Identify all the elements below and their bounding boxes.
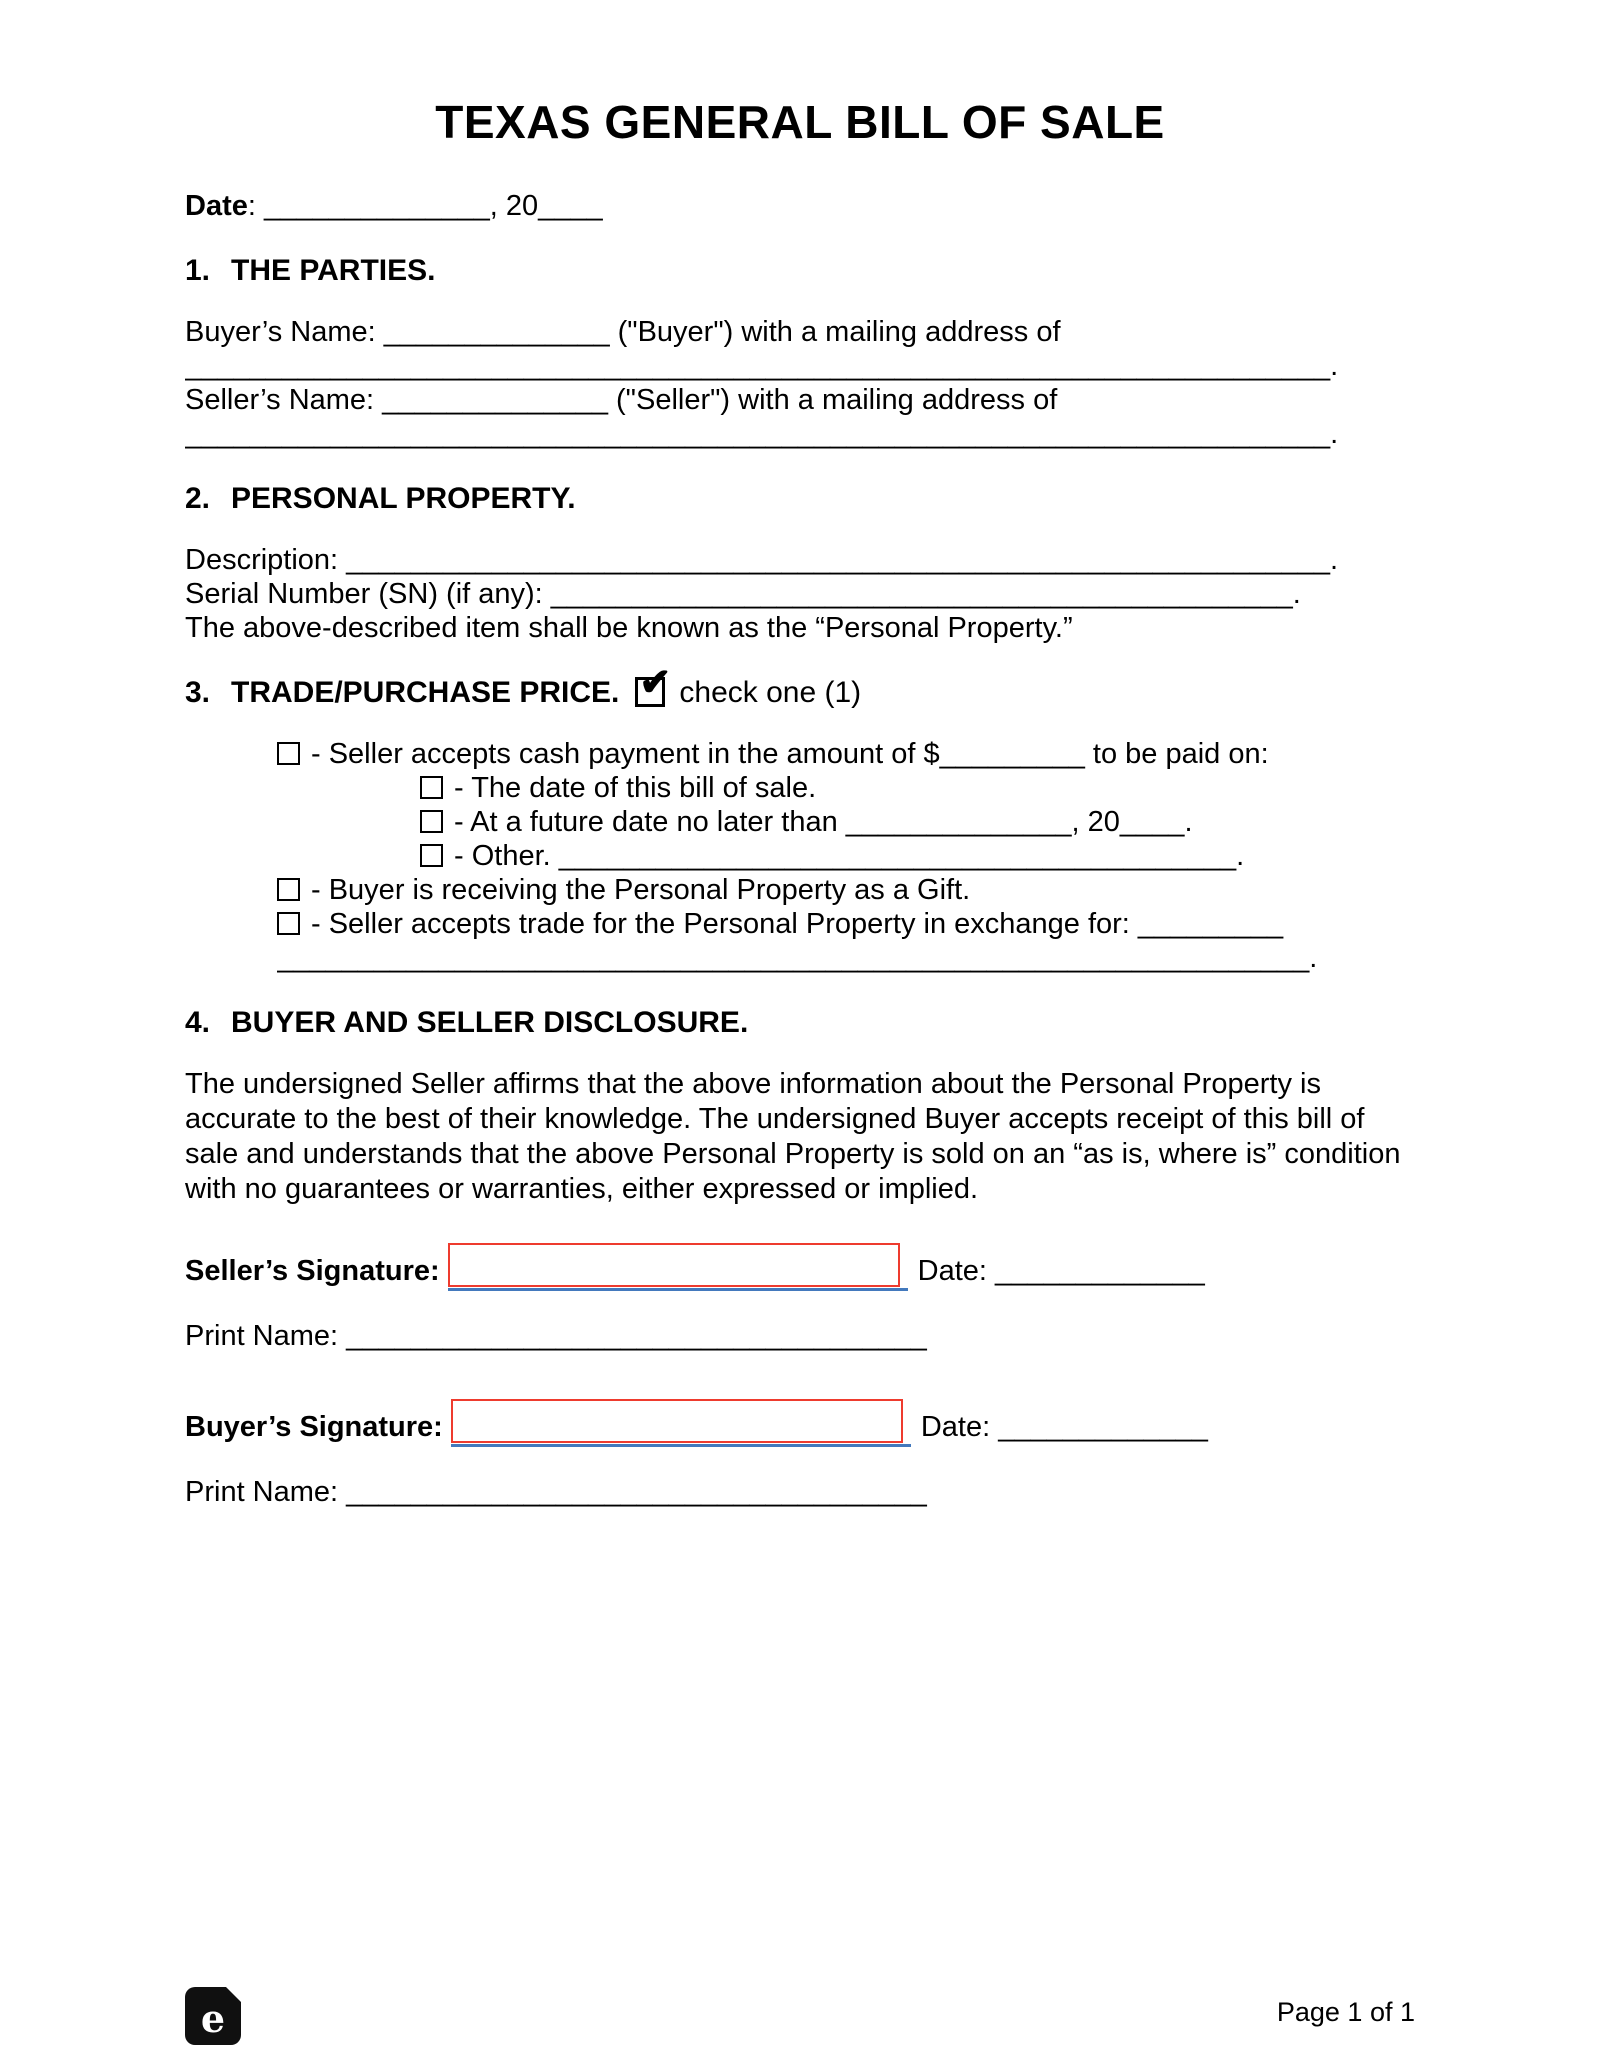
seller-date-blank: Date: _____________ [917,1255,1205,1287]
buyer-print-name-line: Print Name: ____________________________________ [185,1476,927,1508]
price-options-block [185,737,1415,975]
seller-signature-row [185,1243,1415,1295]
section-3-number: 3. [185,676,211,709]
gift-checkbox[interactable] [277,878,300,901]
option-other [420,839,1415,873]
seller-signature-field[interactable] [448,1243,908,1291]
option-other-label: - Other. __________________________________________. [454,840,1245,872]
section-4-heading [185,1005,1415,1041]
cash-payment-checkbox[interactable] [277,742,300,765]
seller-print-name-line: Print Name: ____________________________________ [185,1320,927,1352]
option-trade [277,907,1415,941]
section-2-heading [185,481,1415,517]
option-future-date [420,805,1415,839]
page-number: Page 1 of 1 [1276,1997,1415,2027]
section-2-title: PERSONAL PROPERTY [231,482,568,515]
trade-continuation-blank: ________________________________________________________________. [277,942,1318,974]
option-cash-payment [277,737,1415,771]
section-1-number: 1. [185,254,211,287]
seller-signature-label: Seller’s Signature: [185,1255,440,1287]
checkmark-icon: ✔ [639,662,672,704]
section-3-title: TRADE/PURCHASE PRICE [231,676,612,709]
section-3-heading [185,662,1415,711]
description-line: Description: _____________________________________________________________. [185,544,1339,576]
date-line [185,189,1415,223]
option-date-of-sale [420,771,1415,805]
option-date-of-sale-label: - The date of this bill of sale. [454,772,817,804]
option-trade-label: - Seller accepts trade for the Personal Property in exchange for: _________ [311,908,1284,940]
buyer-name-line: Buyer’s Name: ______________ ("Buyer") with a mailing address of [185,316,1061,348]
option-gift-label: - Buyer is receiving the Personal Property as a Gift. [311,874,971,906]
option-gift [277,873,1415,907]
check-one-checkbox[interactable] [635,662,672,707]
disclosure-paragraph: The undersigned Seller affirms that the above information about the Personal Property is accurate to the best of their knowledge. The undersigned Buyer accepts receipt of this bill of sale and understands that the above Personal Property is sold on an “as is, where is” condition with no guarantees or warranties, either expressed or implied. [185,1068,1401,1205]
section-4-period: . [739,1006,749,1039]
section-4-title: BUYER AND SELLER DISCLOSURE [231,1006,740,1039]
section-1-title: THE PARTIES [231,254,428,287]
logo-page-fold [226,1987,241,2002]
date-blank: : ______________, 20____ [247,190,603,222]
section-2-number: 2. [185,482,211,515]
buyer-signature-highlight [451,1399,903,1443]
section-2-period: . [567,482,576,515]
seller-signature-highlight [448,1243,900,1287]
buyer-signature-field[interactable] [451,1399,911,1447]
date-of-sale-checkbox[interactable] [420,776,443,799]
seller-address-blank: _______________________________________________________________________. [185,418,1339,450]
page-title: TEXAS GENERAL BILL OF SALE [435,96,1165,148]
date-label: Date [185,190,248,222]
future-date-checkbox[interactable] [420,810,443,833]
buyer-address-blank: _______________________________________________________________________. [185,350,1339,382]
parties-block [185,315,1415,451]
seller-name-line: Seller’s Name: ______________ ("Seller") with a mailing address of [185,384,1058,416]
other-checkbox[interactable] [420,844,443,867]
known-as-line: The above-described item shall be known as the “Personal Property.” [185,612,1073,644]
personal-property-block [185,543,1415,645]
section-1-period: . [427,254,436,287]
section-3-period: . [611,676,620,709]
section-4-number: 4. [185,1006,211,1039]
buyer-signature-label: Buyer’s Signature: [185,1411,443,1443]
trade-checkbox[interactable] [277,912,300,935]
option-future-date-label: - At a future date no later than ______________, 20____. [454,806,1193,838]
eforms-logo [185,1987,241,2045]
check-one-label: check one (1) [679,676,862,709]
serial-number-line: Serial Number (SN) (if any): ______________________________________________. [185,578,1301,610]
logo-letter: e [200,1995,226,2041]
buyer-date-blank: Date: _____________ [920,1411,1208,1443]
buyer-signature-row [185,1399,1415,1451]
option-cash-payment-label: - Seller accepts cash payment in the amount of $_________ to be paid on: [311,738,1269,770]
section-1-heading [185,253,1415,289]
